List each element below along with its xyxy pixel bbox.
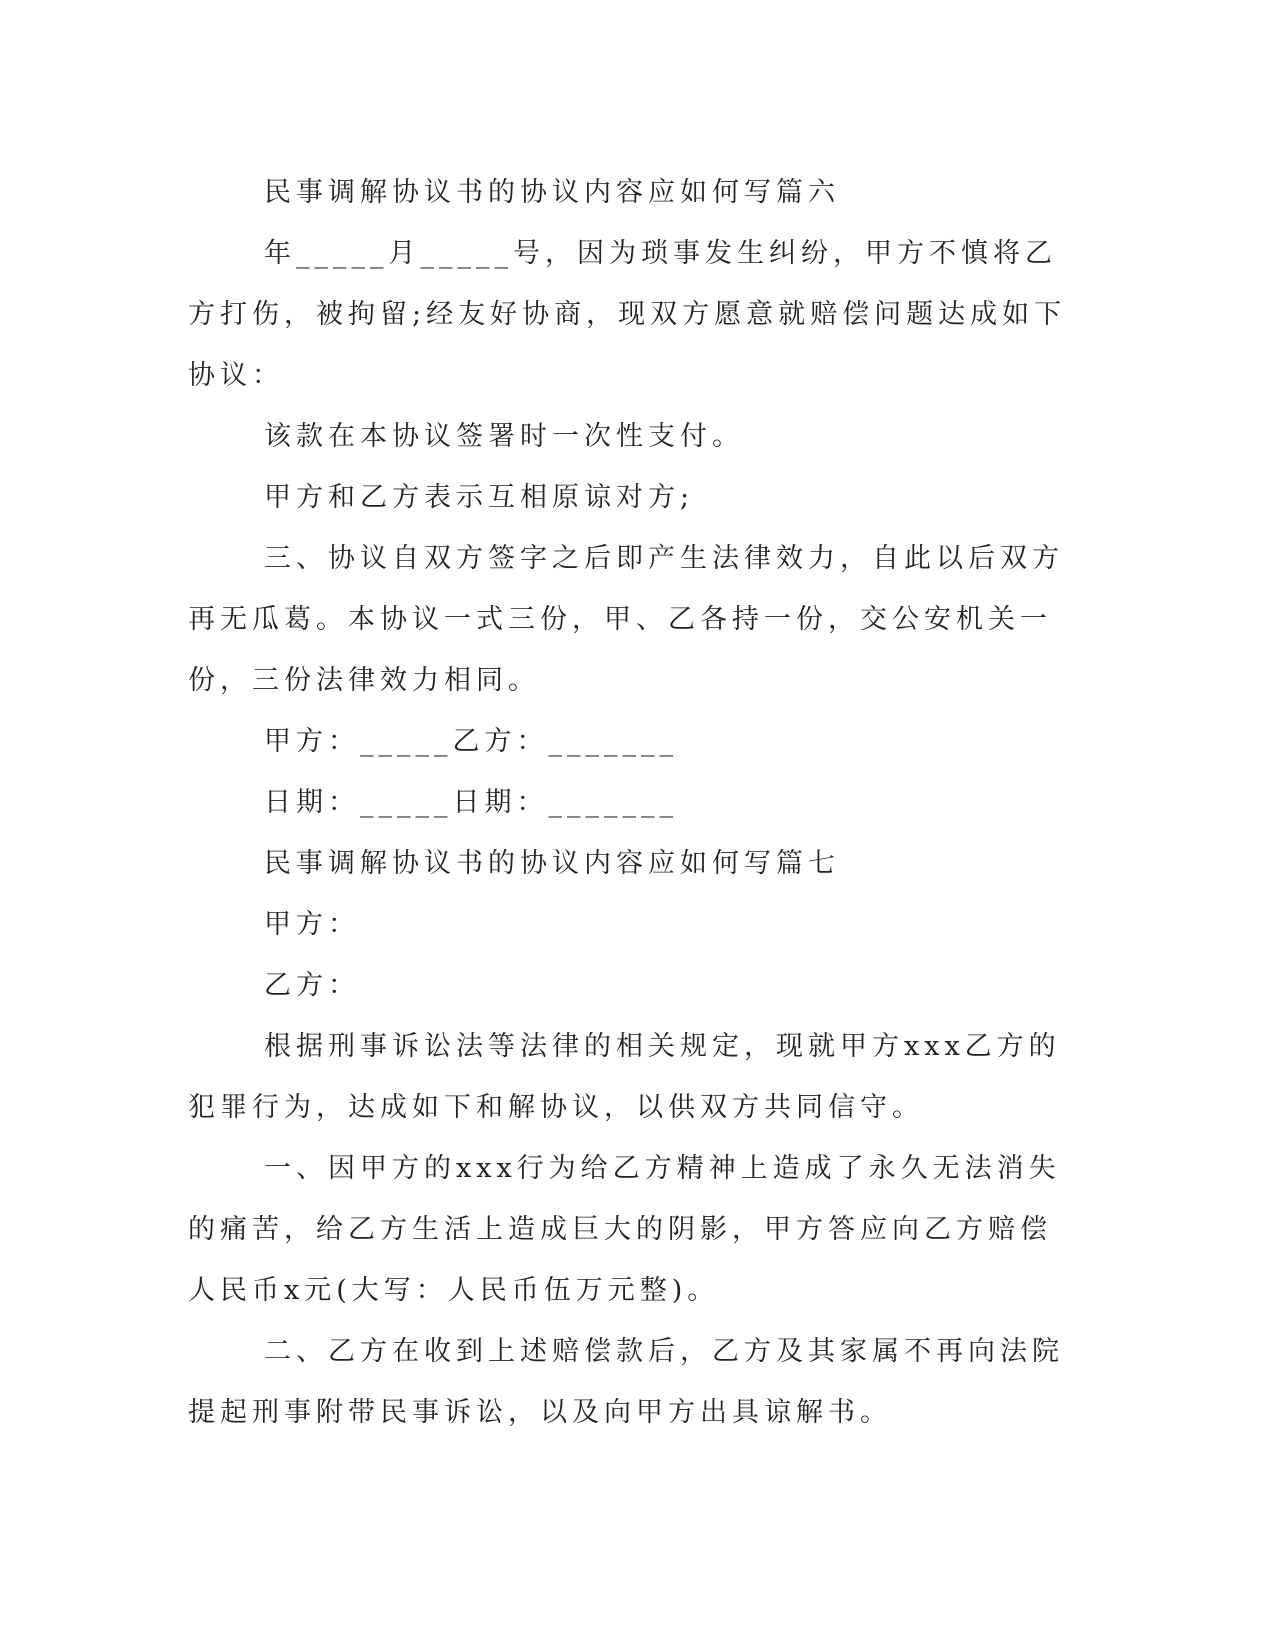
section-6-paragraph-effect: 三、协议自双方签字之后即产生法律效力，自此以后双方再无瓜葛。本协议一式三份，甲、乙各持一份，交公安机关一份，三份法律效力相同。 bbox=[188, 543, 1064, 696]
section-6-signature-parties: 甲方：_____乙方：_______ bbox=[264, 726, 678, 757]
section-6-paragraph-payment: 该款在本协议签署时一次性支付。 bbox=[264, 421, 744, 452]
section-7-title: 民事调解协议书的协议内容应如何写篇七 bbox=[264, 848, 840, 879]
section-7-paragraph-compensation: 一、因甲方的xxx行为给乙方精神上造成了永久无法消失的痛苦，给乙方生活上造成巨大的阴影，甲方答应向乙方赔偿人民币x元(大写：人民币伍万元整)。 bbox=[188, 1153, 1061, 1306]
section-6-title: 民事调解协议书的协议内容应如何写篇六 bbox=[264, 177, 840, 208]
section-7-party-b: 乙方： bbox=[264, 970, 360, 1001]
section-7-party-a: 甲方： bbox=[264, 909, 360, 940]
section-6-signature-dates: 日期：_____日期：_______ bbox=[264, 787, 678, 818]
section-7-paragraph-waiver: 二、乙方在收到上述赔偿款后，乙方及其家属不再向法院提起刑事附带民事诉讼，以及向甲方出具谅解书。 bbox=[188, 1336, 1064, 1428]
section-6-paragraph-forgiveness: 甲方和乙方表示互相原谅对方; bbox=[264, 482, 695, 513]
section-6-paragraph-incident: 年_____月_____号，因为琐事发生纠纷，甲方不慎将乙方打伤，被拘留;经友好协商，现双方愿意就赔偿问题达成如下协议： bbox=[188, 238, 1067, 391]
section-7-paragraph-basis: 根据刑事诉讼法等法律的相关规定，现就甲方xxx乙方的犯罪行为，达成如下和解协议，以供双方共同信守。 bbox=[188, 1031, 1061, 1123]
document-page bbox=[188, 162, 1083, 1443]
